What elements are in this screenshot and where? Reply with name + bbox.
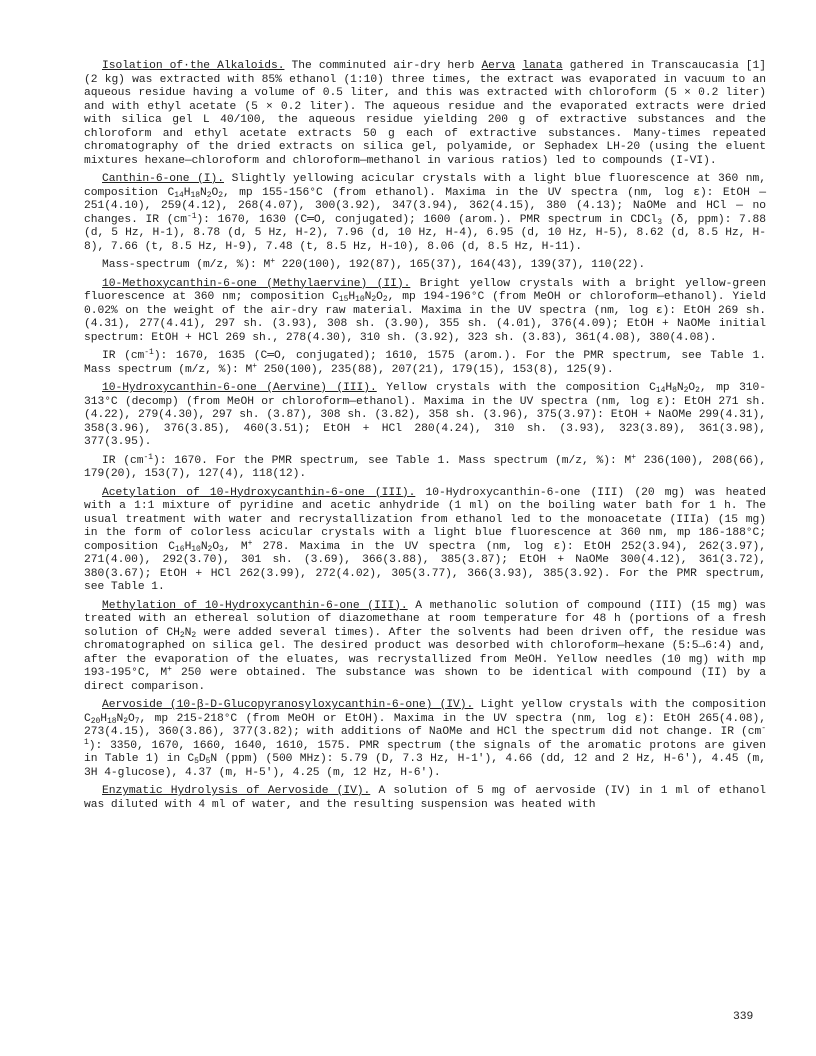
paragraph-acetylation: Acetylation of 10-Hydroxycanthin-6-one (III). 10-Hydroxycanthin-6-one (III) (20 mg) was heated with a 1:1 mixture of pyridine and acetic anhydride (1 ml) on the boiling water bath for 1 h. The usual treatment with water and recrystallization from ethanol led to the monoacetate (IIIa) (15 mg) in the form of colorless acicular crystals with a light blue fluorescence at 360 nm, mp 186-188°C; composition $C_{16}H_{10}N_2O_3$, M+ 278. Maxima in the UV spectra (nm, log ε): EtOH 252(3.94), 262(3.97), 271(4.00), 292(3.70), 301 sh. (3.69), 366(3.88), 385(3.87); EtOH + NaOMe 300(4.12), 361(3.72), 380(3.67); EtOH + HCl 262(3.99), 272(4.02), 305(3.77), 366(3.93), 385(3.92). For the PMR spectrum, see Table 1.	[84, 486, 766, 593]
article-body	[84, 60, 766, 817]
paragraph-methylaervine: 10-Methoxycanthin-6-one (Methylaervine) (II). Bright yellow crystals with a bright yellow-green fluorescence at 360 nm; composition $C_{15}H_{10}N_2O_2$, mp 194-196°C (from MeOH or chloroform—ethanol). Yield 0.02% on the weight of the air-dry raw material. Maxima in the UV spectra (nm, log ε): EtOH 269 sh. (4.31), 277(4.41), 297 sh. (3.93), 308 sh. (3.90), 355 sh. (4.01), 376(4.09); EtOH + NaOMe initial spectrum: EtOH + HCl 269 sh., 278(4.30), 310 sh. (3.92), 323 sh. (3.83), 361(4.08), 380(4.08).	[84, 277, 766, 344]
paragraph-hydrolysis: Enzymatic Hydrolysis of Aervoside (IV). A solution of 5 mg of aervoside (IV) in 1 ml of ethanol was diluted with 4 ml of water, and the resulting suspension was heated with	[84, 785, 766, 811]
paragraph-aervine: 10-Hydroxycanthin-6-one (Aervine) (III). Yellow crystals with the composition $C_{14}H_8N_2O_2$, mp 310-313°C (decomp) (from MeOH or chloroform—ethanol). Maxima in the UV spectra (nm, log ε): EtOH 271 sh. (4.22), 279(4.30), 297 sh. (3.87), 308 sh. (3.82), 358 sh. (3.96), 375(3.97): EtOH + NaOMe 299(4.31), 358(3.96), 376(3.85), 460(3.51); EtOH + HCl 280(4.24), 310 sh. (3.93), 323(3.89), 361(3.98), 377(3.95).	[84, 382, 766, 448]
paragraph-ir-ii: IR $(cm^{-1})$: 1670, 1635 (C═O, conjugated); 1610, 1575 (arom.). For the PMR spectrum, see Table 1. Mass spectrum (m/z, %): M+ 250(100), 235(88), 207(21), 179(15), 153(8), 125(9).	[84, 348, 766, 376]
heading-acetylation: Acetylation of 10-Hydroxycanthin-6-one (III).	[102, 486, 416, 499]
paragraph-ir-iii: IR $(cm^{-1})$: 1670. For the PMR spectrum, see Table 1. Mass spectrum (m/z, %): M+ 236(100), 208(66), 179(20), 153(7), 127(4), 118(12).	[84, 452, 766, 480]
heading-methylation: Methylation of 10-Hydroxycanthin-6-one (III).	[102, 599, 408, 612]
paragraph-isolation: Isolation of·the Alkaloids. The comminuted air-dry herb Aerva lanata gathered in Transcaucasia [1] (2 kg) was extracted with 85% ethanol (1:10) three times, the extract was evaporated in vacuum to an aqueous residue having a volume of 0.5 liter, and this was extracted with chloroform (5 × 0.2 liter) and with ethyl acetate (5 × 0.2 liter). The aqueous residue and the evaporated extracts were dried with silica gel L 40/100, the aqueous residue yielding 200 g of extractive substances and the chloroform and ethyl acetate extracts 50 g each of extractive substances. Many-times repeated chromatography of the dried extracts on silica gel, polyamide, or Sephadex LH-20 (using the eluent mixtures hexane—chloroform and chloroform—methanol in various ratios) led to compounds (I-VI).	[84, 60, 766, 167]
heading-methylaervine: 10-Methoxycanthin-6-one (Methylaervine) (II).	[102, 277, 411, 290]
paragraph-mass-spectrum-i: Mass-spectrum (m/z, %): M+ 220(100), 192(87), 165(37), 164(43), 139(37), 110(22).	[102, 257, 646, 271]
paragraph-aervoside: Aervoside (10-β-D-Glucopyranosyloxycanthin-6-one) (IV). Light yellow crystals with the composition $C_{20}H_{18}N_2O_7$, mp 215-218°C (from MeOH or EtOH). Maxima in the UV spectra (nm, log ε): EtOH 265(4.08), 273(4.15), 360(3.86), 377(3.82); with additions of NaOMe and HCl the spectrum did not change. IR $(cm^{-1})$: 3350, 1670, 1660, 1640, 1610, 1575. PMR spectrum (the signals of the aromatic protons are given in Table 1) in $C_5D_5N$ (ppm) (500 MHz): 5.79 (D, 7.3 Hz, H-1'), 4.66 (dd, 12 and 2 Hz, H-6'), 4.45 (m, 3H 4-glucose), 4.37 (m, H-5'), 4.25 (m, 12 Hz, H-6').	[84, 699, 767, 779]
heading-aervoside: Aervoside (10-β-D-Glucopyranosyloxycanthin-6-one) (IV).	[102, 699, 474, 711]
page-number: 339	[733, 1011, 754, 1023]
heading-canthinone: Canthin-6-one (I).	[102, 173, 224, 185]
heading-hydrolysis: Enzymatic Hydrolysis of Aervoside (IV).	[102, 785, 371, 797]
heading-aervine: 10-Hydroxycanthin-6-one (Aervine) (III).	[102, 382, 377, 394]
paragraph-canthinone: Canthin-6-one (I). Slightly yellowing acicular crystals with a light blue fluorescence at 360 nm, composition $C_{14}H_{18}N_2O_2$, mp 155-156°C (from ethanol). Maxima in the UV spectra (nm, log ε): EtOH — 251(4.10), 259(4.12), 268(4.07), 300(3.92), 347(3.94), 362(4.15), 380 (4.13); NaOMe and HCl — no changes. IR $(cm^{-1})$: 1670, 1630 (C═O, conjugated); 1600 (arom.). PMR spectrum in CDCl$_3$ (δ, ppm): 7.88 (d, 5 Hz, H-1), 8.78 (d, 5 Hz, H-2), 7.96 (d, 10 Hz, H-4), 6.95 (d, 10 Hz, H-5), 8.62 (d, 8.5 Hz, H-8), 7.66 (t, 8.5 Hz, H-9), 7.48 (t, 8.5 Hz, H-10), 8.06 (d, 8.5 Hz, H-11).	[84, 173, 766, 253]
paragraph-methylation: Methylation of 10-Hydroxycanthin-6-one (III). A methanolic solution of compound (III) (15 mg) was treated with an ethereal solution of diazomethane at room temperature for 48 h (portions of a fresh solution of $CH_2N_2$ were added several times). After the solvents had been driven off, the residue was chromatographed on silica gel. The desired product was desorbed with chloroform—hexane (5:5→6:4) and, after the evaporation of the eluates, was recrystallized from MeOH. Yellow needles (10 mg) with mp 193-195°C, M+ 250 were obtained. The substance was shown to be identical with compound (II) by a direct comparison.	[84, 599, 766, 693]
heading-isolation: Isolation of·the Alkaloids.	[102, 60, 285, 72]
